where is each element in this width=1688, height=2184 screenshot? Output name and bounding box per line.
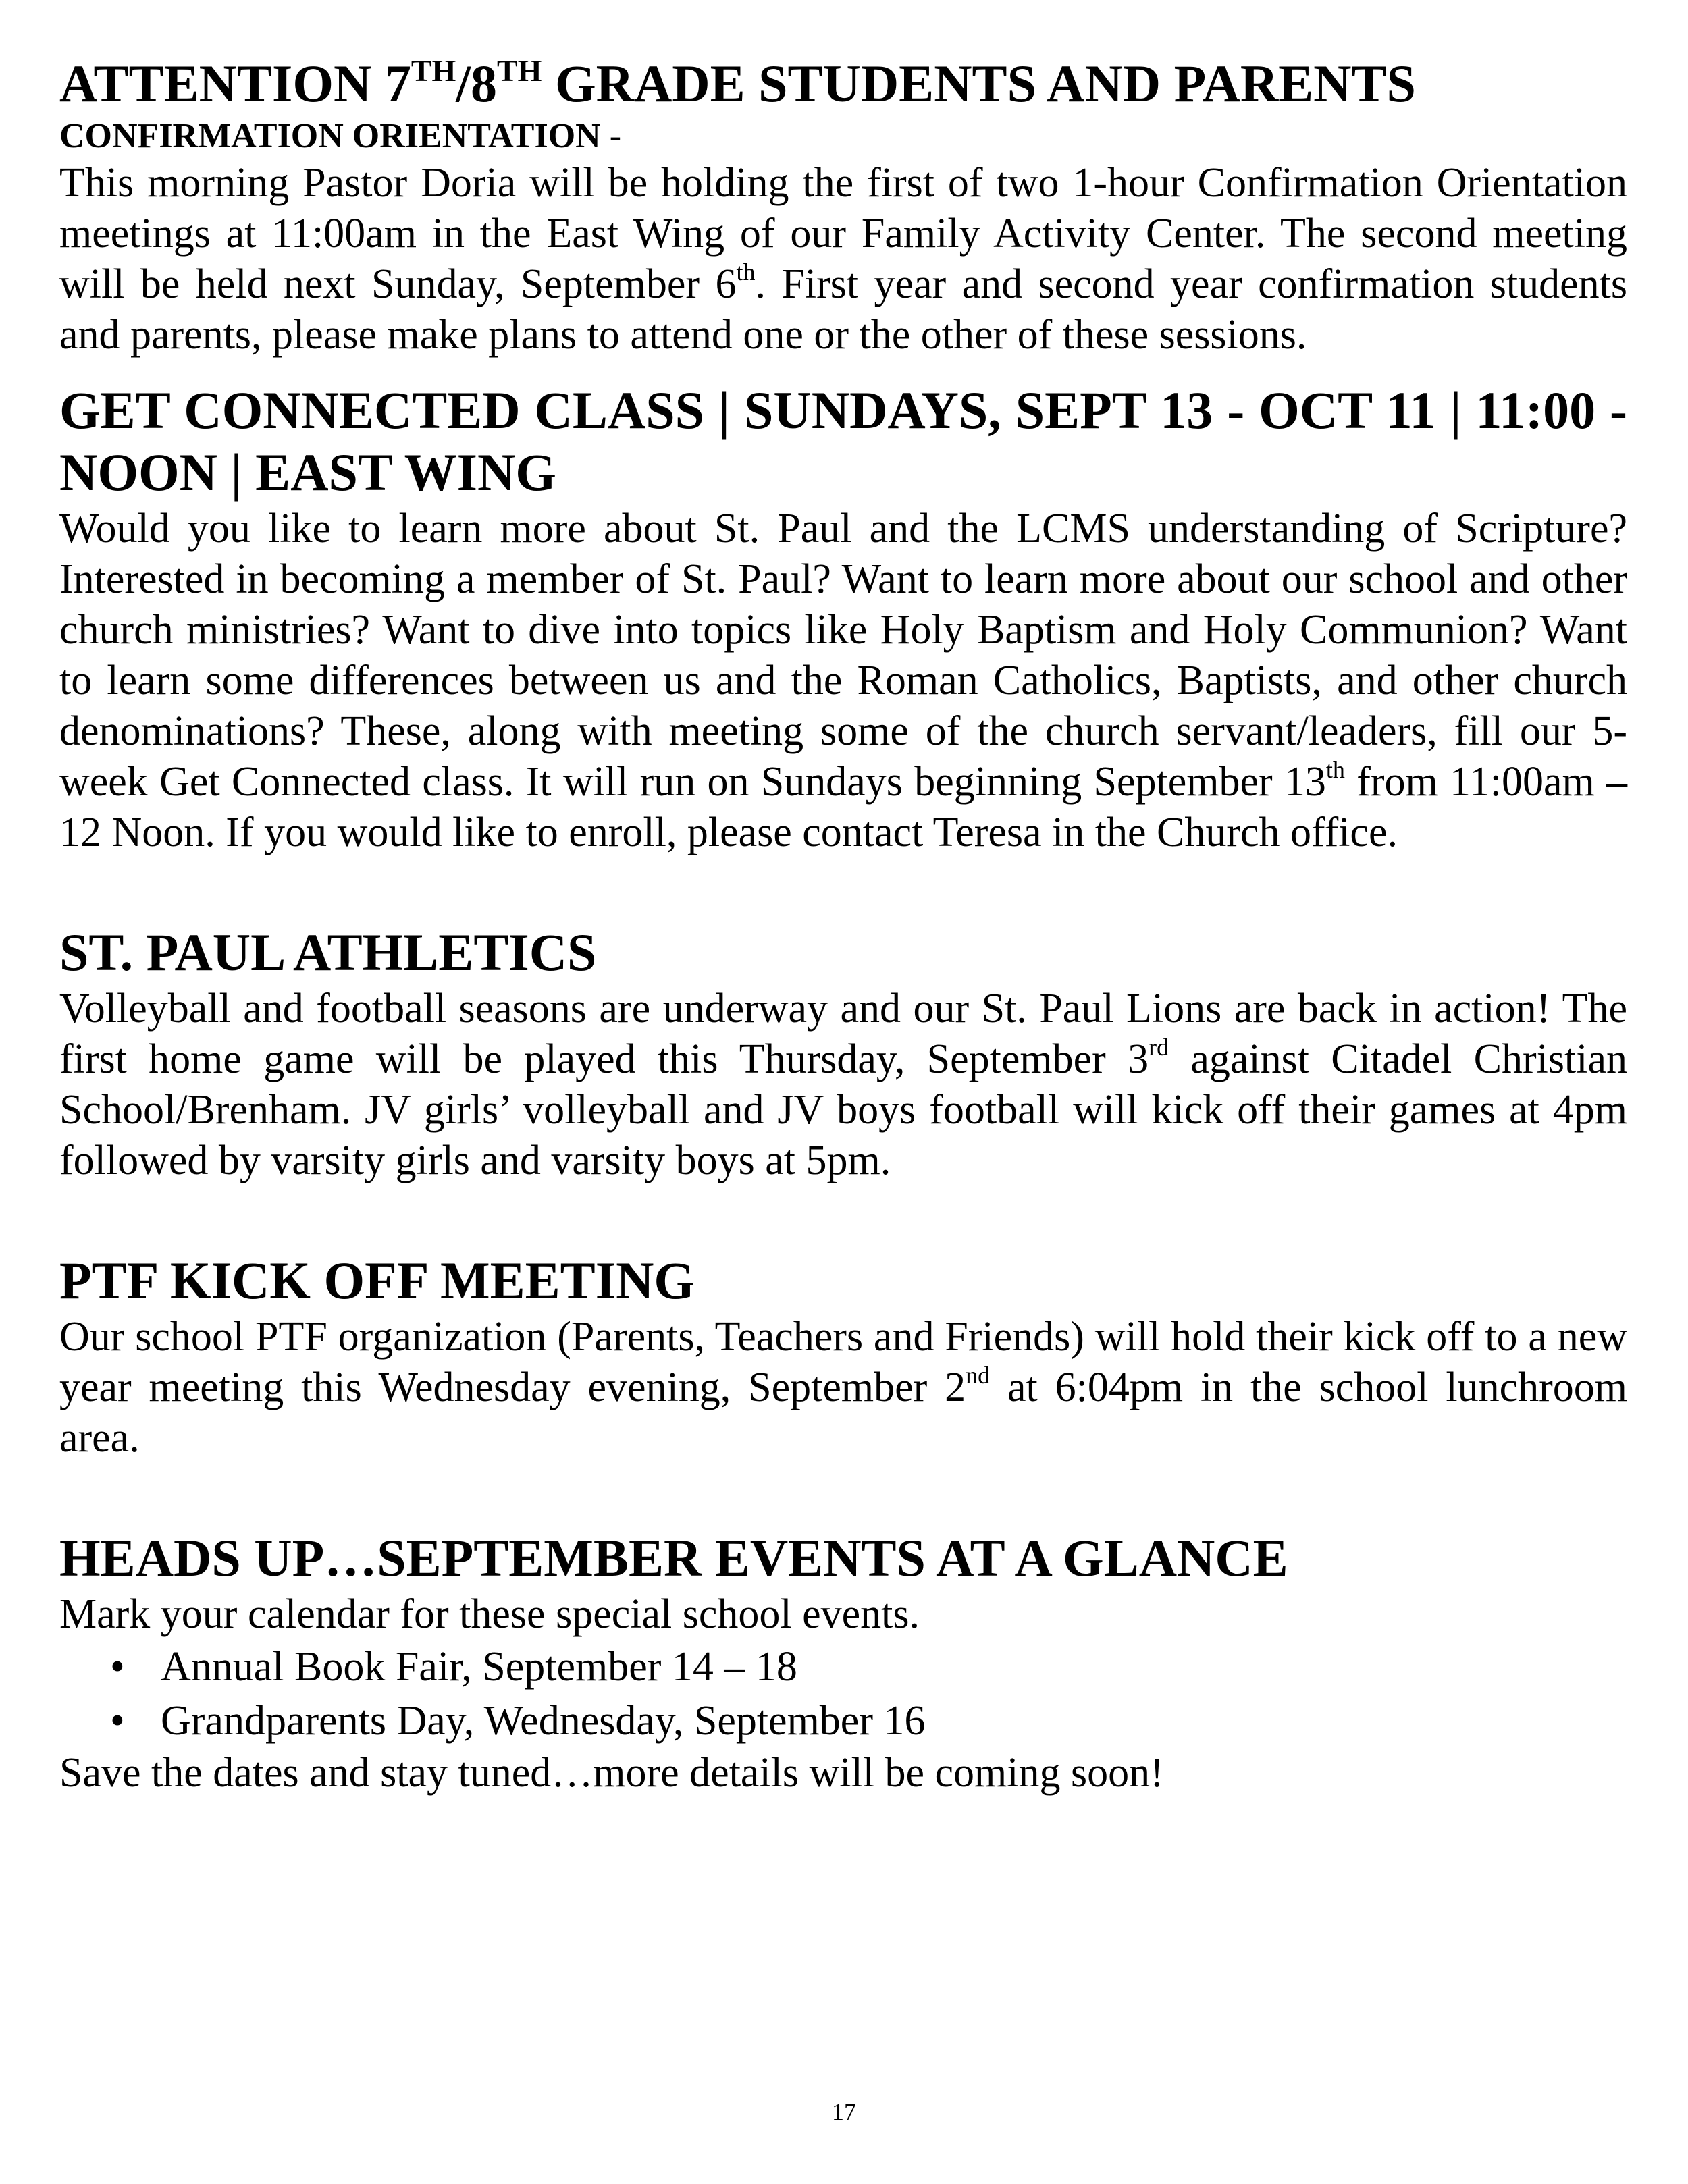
page-number: 17 (832, 2098, 856, 2125)
list-item (110, 1640, 1627, 1694)
confirmation-body (59, 158, 1627, 361)
confirmation-body-text-end: . First year and second year confirmation students and parents, please make plans to attend one or the other of these sessions. (59, 261, 1627, 358)
get-connected-body (59, 504, 1627, 858)
athletics-heading: ST. PAUL ATHLETICS (59, 923, 597, 982)
get-connected-body-text: Would you like to learn more about St. Paul and the LCMS understanding of Scripture? Interested in becoming a member of St. Paul? Want to learn more about our school and other church ministries? Want to dive into topics like Holy Baptism and Holy Communion? Want to learn some differences between us and the Roman Catholics, Baptists, and other church denominations? These, along with meeting some of the church servant/leaders, fill our 5-week Get Connected class. It will run on Sundays beginning September 13 (59, 506, 1627, 805)
ptf-body-text-end: at 6:04pm in the school lunchroom area. (59, 1364, 1627, 1461)
ptf-heading: PTF KICK OFF MEETING (59, 1251, 695, 1310)
ptf-body (59, 1312, 1627, 1464)
events-list (59, 1640, 1627, 1748)
ptf-body-ordinal: nd (966, 1362, 991, 1389)
athletics-section (59, 922, 1627, 1186)
event-label: Annual Book Fair, September 14 – 18 (161, 1644, 797, 1690)
ptf-body-text: Our school PTF organization (Parents, Teachers and Friends) will hold their kick off to a new year meeting this Wednesday evening, September 2 (59, 1314, 1627, 1410)
confirmation-heading-part1: ATTENTION 7 (59, 54, 411, 113)
event-label: Grandparents Day, Wednesday, September 16 (161, 1698, 926, 1744)
confirmation-body-ordinal: th (736, 259, 756, 286)
heads-up-heading: HEADS UP…SEPTEMBER EVENTS AT A GLANCE (59, 1528, 1288, 1587)
athletics-body-ordinal: rd (1149, 1034, 1169, 1061)
bullet-icon: • (110, 1644, 125, 1690)
athletics-body (59, 984, 1627, 1186)
get-connected-body-text-end: from 11:00am – 12 Noon. If you would like to enroll, please contact Teresa in the Church office. (59, 759, 1628, 855)
heads-up-intro: Mark your calendar for these special school events. (59, 1591, 920, 1637)
confirmation-heading (59, 53, 1627, 115)
confirmation-heading-sup1: TH (411, 53, 456, 88)
athletics-body-text: Volleyball and football seasons are underway and our St. Paul Lions are back in action! The first home game will be played this Thursday, September 3 (59, 986, 1627, 1082)
get-connected-body-ordinal: th (1325, 756, 1345, 783)
heads-up-closing: Save the dates and stay tuned…more details will be coming soon! (59, 1750, 1164, 1796)
ptf-section (59, 1250, 1627, 1464)
list-item (110, 1694, 1627, 1748)
newsletter-page (59, 53, 1627, 1799)
get-connected-section (59, 379, 1627, 858)
confirmation-heading-part3: GRADE STUDENTS AND PARENTS (542, 54, 1416, 113)
confirmation-heading-part2: /8 (456, 54, 497, 113)
confirmation-heading-sup2: TH (496, 53, 542, 88)
confirmation-body-text: This morning Pastor Doria will be holding the first of two 1-hour Confirmation Orientation meetings at 11:00am in the East Wing of our Family Activity Center. The second meeting will be held next Sunday, September 6 (59, 160, 1627, 307)
confirmation-subheading: CONFIRMATION ORIENTATION - (59, 117, 622, 155)
heads-up-section (59, 1527, 1627, 1799)
get-connected-heading: GET CONNECTED CLASS | SUNDAYS, SEPT 13 - OCT 11 | 11:00 - NOON | EAST WING (59, 381, 1627, 502)
confirmation-section (59, 53, 1627, 361)
bullet-icon: • (110, 1698, 125, 1744)
athletics-body-text-end: against Citadel Christian School/Brenham. JV girls’ volleyball and JV boys football will kick off their games at 4pm followed by varsity girls and varsity boys at 5pm. (59, 1036, 1627, 1183)
